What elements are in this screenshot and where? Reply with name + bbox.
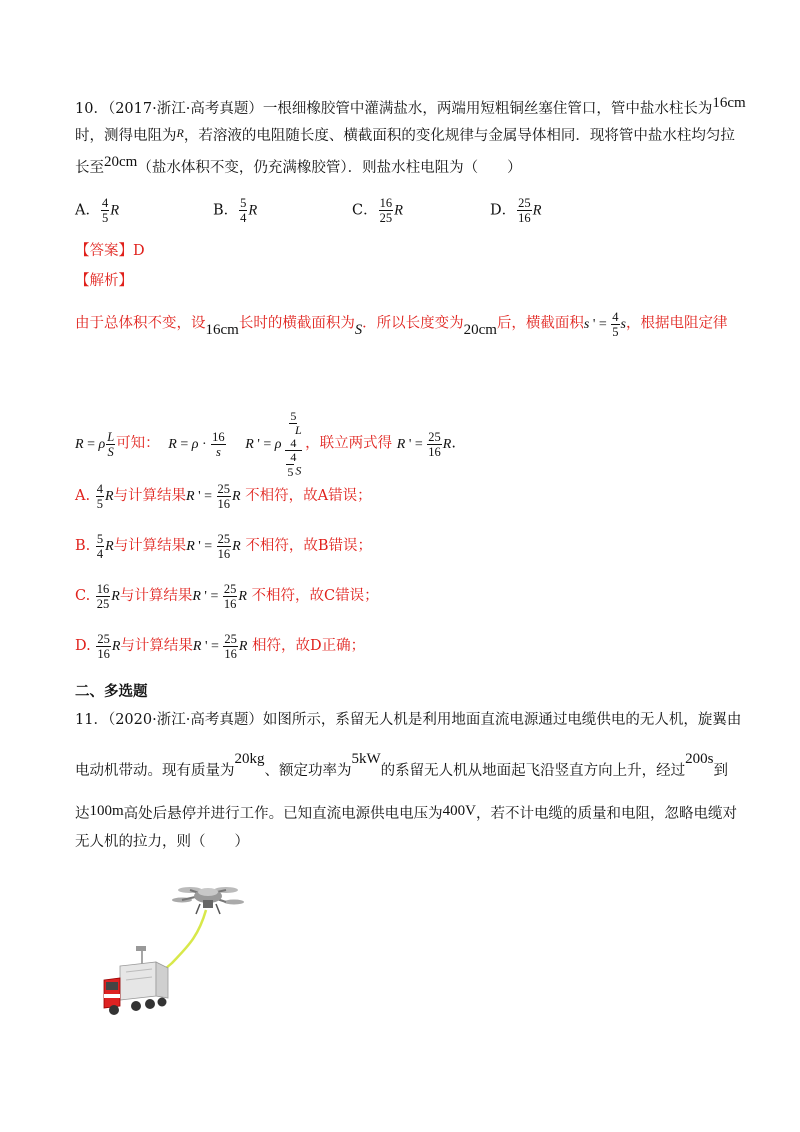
q11-line2: 电动机带动。现有质量为20kg、额定功率为5kW的系留无人机从地面起飞沿竖直方向上升，经过200s到 xyxy=(75,751,729,779)
analysis-title: 【解析】 xyxy=(75,273,133,289)
option-c[interactable]: C． $\frac{16}{25}$ R xyxy=(352,196,403,225)
explanation-line2: R = ρ $\frac{L}{S}$ 可知： R = ρ · $\frac{16}{s}$ R ' = ρ 5 L 4 4 5 S ，联立两式得 R ' = $\frac{25}{16}$ R. xyxy=(75,409,456,479)
option-b[interactable]: B． $\frac{5}{4}$ R xyxy=(213,196,258,225)
option-d[interactable]: D． $\frac{25}{16}$ R xyxy=(490,196,542,225)
truck-icon xyxy=(104,946,168,1015)
choice-analysis-c: C. $\frac{16}{25}$ R与计算结果R ' = $\frac{25}{16}$ R 不相符，故C错误； xyxy=(75,582,379,612)
choice-analysis-b: B. $\frac{5}{4}$ R与计算结果R ' = $\frac{25}{16}$ R 不相符，故B错误； xyxy=(75,532,372,562)
q11-line4: 无人机的拉力，则（ ） xyxy=(75,834,249,850)
choice-analysis-a: A. $\frac{4}{5}$ R与计算结果R ' = $\frac{25}{16}$ R 不相符，故A错误； xyxy=(75,482,372,512)
q10-line3: 长至20cm（盐水体积不变，仍充满橡胶管）．则盐水柱电阻为（ ） xyxy=(75,154,522,176)
explanation-line1: 由于总体积不变，设16cm长时的横截面积为S．所以长度变为20cm后，横截面积s ' = $\frac{4}{5}$ s，根据电阻定律 xyxy=(75,310,728,339)
q11-line1: 11．（2020·浙江·高考真题）如图所示，系留无人机是利用地面直流电源通过电缆供电的无人机，旋翼由 xyxy=(75,712,742,728)
choice-analysis-d: D. $\frac{25}{16}$ R与计算结果R ' = $\frac{25}{16}$ R 相符，故D正确； xyxy=(75,632,366,662)
q10-line1: 10．（2017·浙江·高考真题）一根细橡胶管中灌满盐水，两端用短粗铜丝塞住管口，管中盐水柱长为16cm xyxy=(75,95,746,117)
drone-truck-figure xyxy=(98,868,258,1018)
section-heading: 二、多选题 xyxy=(75,683,148,700)
option-a[interactable]: A． $\frac{4}{5}$ R xyxy=(75,196,120,225)
q10-line2: 时，测得电阻为$^R$，若溶液的电阻随长度、横截面积的变化规律与金属导体相同．现将管中盐水柱均匀拉 xyxy=(75,126,735,144)
q11-line3: 达100m高处后悬停并进行工作。已知直流电源供电电压为400V，若不计电缆的质量和电阻，忽略电缆对 xyxy=(75,803,738,822)
answer: 【答案】D xyxy=(75,243,145,259)
drone-icon xyxy=(172,887,244,914)
